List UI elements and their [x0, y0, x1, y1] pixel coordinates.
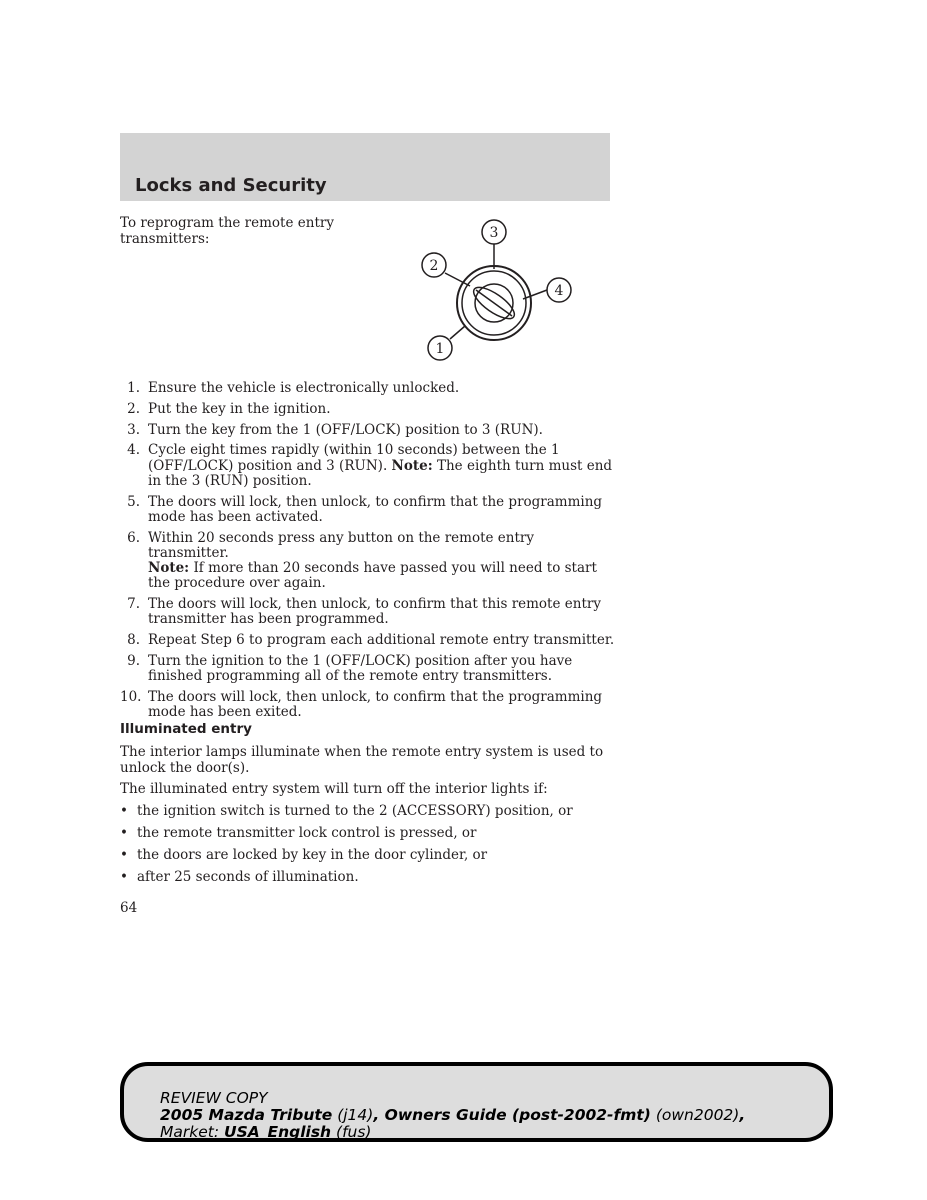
intro-text: To reprogram the remote entry transmitters: — [120, 215, 334, 247]
step-text: Within 20 seconds press any button on the remote entry transmitter. — [148, 529, 534, 561]
step-text-continued: The eighth turn must end in the 3 (RUN) position. — [148, 457, 613, 489]
position-3-label: 3 — [489, 225, 499, 241]
review-copy-label: REVIEW COPY — [160, 1089, 268, 1107]
position-1-label: 1 — [435, 341, 445, 357]
model-name: 2005 Mazda Tribute — [160, 1106, 333, 1124]
step-number: 9. — [127, 652, 140, 669]
step-text: Turn the ignition to the 1 (OFF/LOCK) position after you have finished programming all of the remote entry transmitters. — [148, 652, 573, 684]
review-copy-text — [160, 1090, 830, 1141]
step-item — [120, 381, 615, 396]
step-number: 4. — [127, 442, 140, 459]
step-text: Repeat Step 6 to program each additional remote entry transmitter. — [148, 632, 615, 648]
bullet-icon: • — [120, 803, 128, 819]
illuminated-entry-heading: Illuminated entry — [120, 721, 252, 737]
ignition-positions-diagram — [410, 215, 580, 365]
position-4-leader-line — [523, 290, 547, 299]
step-item — [120, 597, 615, 627]
list-item — [120, 826, 615, 842]
note-label: Note: — [391, 457, 433, 474]
step-number: 10. — [120, 688, 142, 705]
step-item — [120, 531, 615, 592]
step-number: 6. — [127, 529, 140, 546]
illuminated-entry-paragraph: The interior lamps illuminate when the remote entry system is used to unlock the door(s). — [120, 744, 604, 776]
list-item — [120, 870, 615, 886]
step-text-continued: If more than 20 seconds have passed you will need to start the procedure over again. — [148, 560, 597, 592]
step-item — [120, 654, 615, 684]
step-item — [120, 495, 615, 525]
guide-name: Owners Guide (post-2002-fmt) — [384, 1106, 651, 1124]
illuminated-entry-conditions-list — [120, 804, 615, 892]
step-number: 1. — [127, 380, 140, 396]
bullet-icon: • — [120, 825, 128, 841]
step-item — [120, 443, 615, 489]
step-item — [120, 633, 615, 648]
market-label: Market: — [160, 1123, 224, 1141]
model-code: (j14) — [332, 1106, 374, 1124]
step-text: Ensure the vehicle is electronically unlocked. — [148, 380, 460, 396]
step-item — [120, 423, 615, 438]
position-2-label: 2 — [429, 258, 439, 274]
list-item — [120, 848, 615, 864]
step-number: 2. — [127, 400, 140, 417]
market-code: (fus) — [331, 1123, 372, 1141]
position-4-label: 4 — [554, 283, 564, 299]
position-1-leader-line — [450, 326, 465, 339]
step-text: Turn the key from the 1 (OFF/LOCK) position to 3 (RUN). — [148, 421, 543, 438]
key-slot-line — [476, 290, 512, 316]
step-number: 3. — [127, 421, 140, 438]
list-item-text: the ignition switch is turned to the 2 (ACCESSORY) position, or — [137, 803, 573, 819]
page-number: 64 — [120, 900, 138, 916]
step-number: 5. — [127, 493, 140, 510]
step-text: The doors will lock, then unlock, to confirm that the programming mode has been activated. — [148, 493, 603, 525]
note-label: Note: — [148, 560, 190, 576]
bullet-icon: • — [120, 847, 128, 863]
step-number: 7. — [127, 596, 140, 612]
section-header-band — [120, 133, 610, 201]
programming-steps-list — [120, 381, 615, 726]
list-item — [120, 804, 615, 820]
separator: , — [739, 1106, 746, 1124]
list-item-text: after 25 seconds of illumination. — [137, 869, 359, 885]
step-text: Put the key in the ignition. — [148, 400, 331, 417]
illuminated-entry-conditions-intro: The illuminated entry system will turn off the interior lights if: — [120, 781, 548, 797]
guide-code: (own2002) — [650, 1106, 740, 1124]
section-title: Locks and Security — [135, 175, 327, 196]
list-item-text: the doors are locked by key in the door cylinder, or — [137, 847, 488, 863]
separator: , — [373, 1106, 385, 1124]
step-number: 8. — [127, 632, 140, 648]
review-copy-box — [120, 1062, 833, 1142]
market-line — [160, 1124, 830, 1141]
list-item-text: the remote transmitter lock control is pressed, or — [137, 825, 477, 841]
bullet-icon: • — [120, 869, 128, 885]
step-text: Cycle eight times rapidly (within 10 seconds) between the 1 (OFF/LOCK) position and 3 (RUN). — [148, 442, 560, 474]
market-name: USA_English — [223, 1123, 332, 1141]
step-item — [120, 690, 615, 720]
step-text: The doors will lock, then unlock, to confirm that the programming mode has been exited. — [148, 688, 603, 720]
step-text: The doors will lock, then unlock, to confirm that this remote entry transmitter has been programmed. — [148, 596, 601, 628]
step-item — [120, 402, 615, 417]
document-info-line — [160, 1107, 830, 1124]
